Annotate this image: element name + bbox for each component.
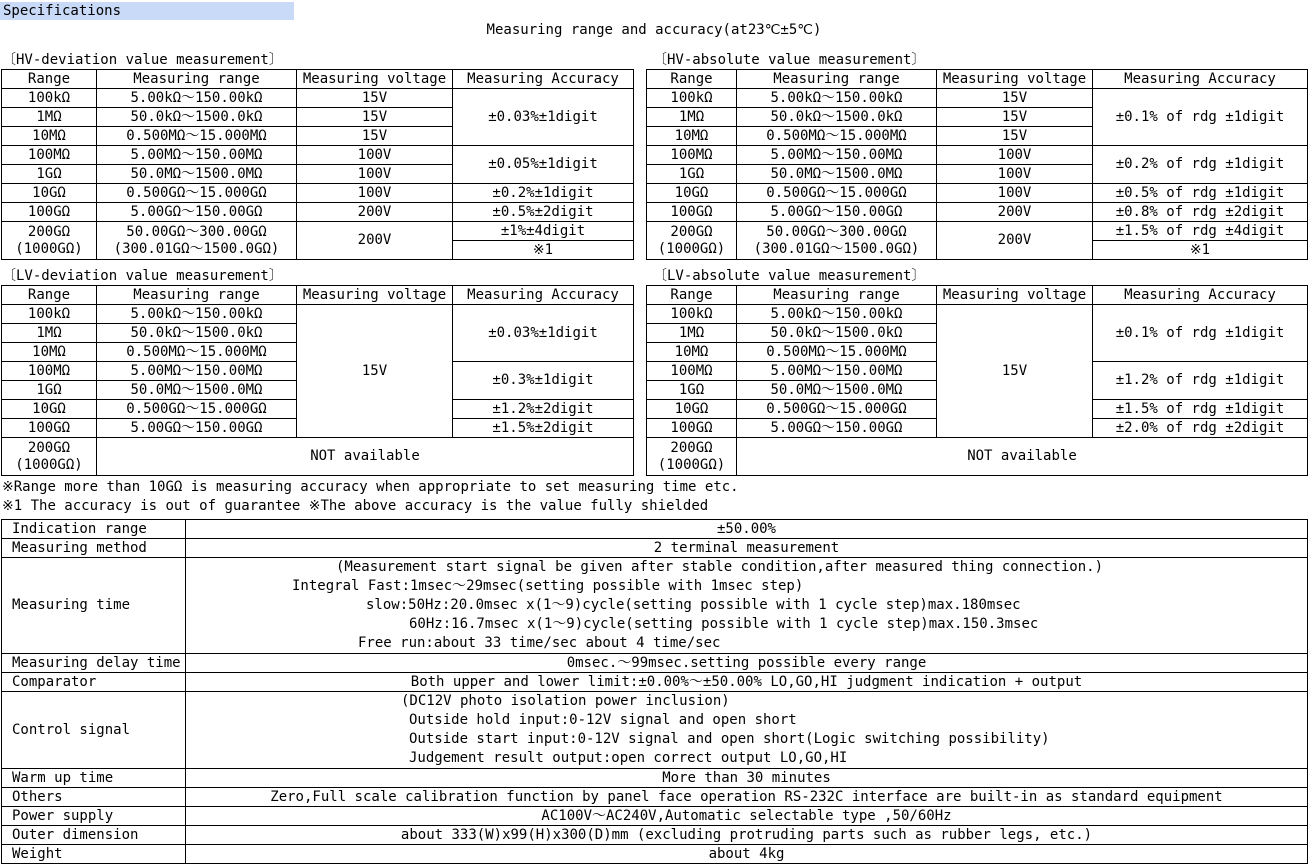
range-cell: 1GΩ [647,165,737,184]
range-line: (1000GΩ) [15,240,83,257]
voltage-cell: 15V [937,305,1093,438]
accuracy-cell: ±0.05%±1digit [453,146,634,184]
control-signal-line: (DC12V photo isolation power inclusion) [401,693,730,709]
spec-value-comparator: Both upper and lower limit:±0.00%～±50.00% LO,GO,HI judgment indication + output [186,673,1308,692]
range-cell: 1GΩ [2,381,97,400]
header-range: Range [647,286,737,305]
not-available-cell: NOT available [97,438,634,476]
range-line: 200GΩ [27,439,71,456]
range-cell: 100kΩ [2,305,97,324]
spec-value-delay-time: 0msec.～99msec.setting possible every range [186,654,1308,673]
header-range: Range [647,70,737,89]
range-cell [2,222,97,260]
voltage-cell: 100V [937,165,1093,184]
mrange-cell: 0.500MΩ～15.000MΩ [737,343,937,362]
mrange-cell: 50.0kΩ～1500.0kΩ [97,324,297,343]
range-cell: 1GΩ [647,381,737,400]
header-accuracy: Measuring Accuracy [1093,286,1308,305]
spec-label-others: Others [2,788,186,807]
measuring-time-line: slow:50Hz:20.0msec x(1～9)cycle(setting possible with 1 cycle step)max.180msec [366,597,1021,613]
mrange-cell: 5.00MΩ～150.00MΩ [97,362,297,381]
spec-value-weight: about 4kg [186,845,1308,864]
range-cell: 10GΩ [2,184,97,203]
accuracy-cell: ±0.1% of rdg ±1digit [1093,305,1308,362]
mrange-cell: 50.0MΩ～1500.0MΩ [737,381,937,400]
measuring-time-line: 60Hz:16.7msec x(1～9)cycle(setting possible with 1 cycle step)max.150.3msec [409,616,1039,632]
lv-dev-table [1,285,634,476]
spec-label-power: Power supply [2,807,186,826]
range-cell: 1MΩ [2,324,97,343]
mrange-cell: 0.500MΩ～15.000MΩ [97,343,297,362]
header-voltage: Measuring voltage [937,70,1093,89]
voltage-cell: 15V [297,305,453,438]
accuracy-cell: ±0.1% of rdg ±1digit [1093,89,1308,146]
mrange-line: 50.00GΩ～300.00GΩ [126,223,267,240]
range-cell: 1GΩ [2,165,97,184]
header-measuring-range: Measuring range [737,70,937,89]
spec-table [1,519,1308,864]
voltage-cell: 200V [297,203,453,222]
accuracy-cell: ±1.5% of rdg ±4digit [1093,222,1308,241]
voltage-cell: 15V [937,89,1093,108]
accuracy-cell: ±0.5% of rdg ±1digit [1093,184,1308,203]
control-signal-line: Outside hold input:0-12V signal and open short [409,712,797,728]
header-voltage: Measuring voltage [297,70,453,89]
mrange-cell: 50.0kΩ～1500.0kΩ [737,108,937,127]
range-cell: 10GΩ [647,184,737,203]
range-cell: 10MΩ [647,127,737,146]
accuracy-cell: ±1.2%±2digit [453,400,634,419]
voltage-cell: 200V [297,222,453,260]
spec-label-control-signal: Control signal [2,692,186,769]
accuracy-cell: ±2.0% of rdg ±2digit [1093,419,1308,438]
mrange-cell: 0.500GΩ～15.000GΩ [737,184,937,203]
header-accuracy: Measuring Accuracy [453,286,634,305]
range-cell: 1MΩ [647,324,737,343]
header-voltage: Measuring voltage [937,286,1093,305]
spec-label-indication-range: Indication range [2,520,186,539]
range-cell: 100GΩ [2,203,97,222]
range-cell: 100GΩ [2,419,97,438]
note-2: ※1 The accuracy is out of guarantee ※The above accuracy is the value fully shielded [2,498,709,514]
mrange-cell [97,222,297,260]
mrange-cell: 0.500MΩ～15.000MΩ [737,127,937,146]
range-cell: 100GΩ [647,419,737,438]
spec-value-measuring-method: 2 terminal measurement [186,539,1308,558]
spec-value-others: Zero,Full scale calibration function by panel face operation RS-232C interface are built-in as standard equipment [186,788,1308,807]
hv-abs-table [646,69,1308,260]
spec-label-measuring-method: Measuring method [2,539,186,558]
range-cell: 100MΩ [647,362,737,381]
control-signal-line: Outside start input:0-12V signal and open short(Logic switching possibility) [409,731,1050,747]
spec-value-dimension: about 333(W)x99(H)x300(D)mm (excluding protruding parts such as rubber legs, etc.) [186,826,1308,845]
subtitle: Measuring range and accuracy(at23℃±5℃) [486,22,822,38]
header-range: Range [2,70,97,89]
accuracy-cell: ±0.2%±1digit [453,184,634,203]
mrange-cell: 5.00kΩ～150.00kΩ [737,89,937,108]
range-line: 200GΩ [670,223,713,240]
range-line: 200GΩ [670,439,713,456]
accuracy-cell: ±0.2% of rdg ±1digit [1093,146,1308,184]
accuracy-cell: ±1.2% of rdg ±1digit [1093,362,1308,400]
lv-abs-label: 〔LV-absolute value measurement〕 [653,268,926,284]
voltage-cell: 100V [297,146,453,165]
accuracy-cell: ±0.5%±2digit [453,203,634,222]
spec-label-comparator: Comparator [2,673,186,692]
header-measuring-range: Measuring range [737,286,937,305]
spec-value-measuring-time [186,558,1308,654]
voltage-cell: 15V [297,89,453,108]
accuracy-cell: ±1.5% of rdg ±1digit [1093,400,1308,419]
accuracy-cell: ±0.8% of rdg ±2digit [1093,203,1308,222]
accuracy-cell: ±1.5%±2digit [453,419,634,438]
mrange-line: 50.00GΩ～300.00GΩ [766,223,907,240]
accuracy-cell: ±0.03%±1digit [453,89,634,146]
measuring-time-line: Integral Fast:1msec～29msec(setting possible with 1msec step) [292,578,804,594]
note-1: ※Range more than 10GΩ is measuring accuracy when appropriate to set measuring time etc. [2,479,739,495]
mrange-cell: 5.00kΩ～150.00kΩ [97,305,297,324]
range-line: (1000GΩ) [657,456,726,473]
mrange-cell: 5.00GΩ～150.00GΩ [97,419,297,438]
mrange-cell: 5.00MΩ～150.00MΩ [97,146,297,165]
range-cell: 10MΩ [2,343,97,362]
mrange-cell: 50.0MΩ～1500.0MΩ [97,165,297,184]
mrange-cell: 5.00GΩ～150.00GΩ [97,203,297,222]
range-line: (1000GΩ) [15,456,83,473]
range-cell: 100MΩ [2,146,97,165]
range-cell: 10GΩ [647,400,737,419]
range-cell: 100MΩ [647,146,737,165]
mrange-cell: 50.0kΩ～1500.0kΩ [737,324,937,343]
voltage-cell: 100V [297,184,453,203]
accuracy-cell: ±0.03%±1digit [453,305,634,362]
range-cell: 10MΩ [2,127,97,146]
voltage-cell: 15V [937,108,1093,127]
not-available-cell: NOT available [737,438,1308,476]
mrange-cell: 0.500GΩ～15.000GΩ [737,400,937,419]
mrange-cell: 5.00GΩ～150.00GΩ [737,203,937,222]
spec-label-weight: Weight [2,845,186,864]
spec-label-warm-up: Warm up time [2,769,186,788]
mrange-line: (300.01GΩ～1500.0GΩ) [113,240,280,257]
range-cell [2,438,97,476]
control-signal-line: Judgement result output:open correct output LO,GO,HI [409,750,848,766]
spec-label-delay-time: Measuring delay time [2,654,186,673]
mrange-line: (300.01GΩ～1500.0GΩ) [753,240,920,257]
mrange-cell: 50.0MΩ～1500.0MΩ [97,381,297,400]
mrange-cell [737,222,937,260]
header-voltage: Measuring voltage [297,286,453,305]
spec-label-measuring-time: Measuring time [2,558,186,654]
hv-abs-label: 〔HV-absolute value measurement〕 [653,52,926,68]
spec-label-dimension: Outer dimension [2,826,186,845]
voltage-cell: 100V [937,146,1093,165]
hv-dev-label: 〔HV-deviation value measurement〕 [2,52,283,68]
spec-value-power: AC100V～AC240V,Automatic selectable type ,50/60Hz [186,807,1308,826]
spec-value-indication-range: ±50.00% [186,520,1308,539]
voltage-cell: 100V [937,184,1093,203]
accuracy-cell: ※1 [453,241,634,260]
voltage-cell: 100V [297,165,453,184]
range-cell: 1MΩ [647,108,737,127]
mrange-cell: 50.0kΩ～1500.0kΩ [97,108,297,127]
spec-value-control-signal [186,692,1308,769]
mrange-cell: 5.00MΩ～150.00MΩ [737,146,937,165]
voltage-cell: 200V [937,222,1093,260]
mrange-cell: 5.00kΩ～150.00kΩ [97,89,297,108]
range-line: 200GΩ [27,223,71,240]
range-cell: 100kΩ [647,89,737,108]
range-cell: 100kΩ [647,305,737,324]
range-cell: 10GΩ [2,400,97,419]
range-cell: 10MΩ [647,343,737,362]
header-accuracy: Measuring Accuracy [453,70,634,89]
voltage-cell: 15V [937,127,1093,146]
header-measuring-range: Measuring range [97,70,297,89]
range-cell: 100GΩ [647,203,737,222]
lv-dev-label: 〔LV-deviation value measurement〕 [2,268,283,284]
hv-dev-table [1,69,634,260]
header-range: Range [2,286,97,305]
mrange-cell: 0.500MΩ～15.000MΩ [97,127,297,146]
range-cell: 100kΩ [2,89,97,108]
mrange-cell: 50.0MΩ～1500.0MΩ [737,165,937,184]
title-bar [0,2,294,20]
range-cell [647,222,737,260]
header-measuring-range: Measuring range [97,286,297,305]
accuracy-cell: ※1 [1093,241,1308,260]
voltage-cell: 200V [937,203,1093,222]
accuracy-cell: ±0.3%±1digit [453,362,634,400]
range-cell: 1MΩ [2,108,97,127]
spec-value-warm-up: More than 30 minutes [186,769,1308,788]
mrange-cell: 0.500GΩ～15.000GΩ [97,184,297,203]
accuracy-cell: ±1%±4digit [453,222,634,241]
page-title: Specifications [3,3,122,19]
measuring-time-line: (Measurement start signal be given after stable condition,after measured thing connection.) [336,559,1104,575]
mrange-cell: 5.00MΩ～150.00MΩ [737,362,937,381]
mrange-cell: 5.00kΩ～150.00kΩ [737,305,937,324]
voltage-cell: 15V [297,108,453,127]
header-accuracy: Measuring Accuracy [1093,70,1308,89]
range-cell: 100MΩ [2,362,97,381]
range-line: (1000GΩ) [657,240,726,257]
lv-abs-table [646,285,1308,476]
mrange-cell: 0.500GΩ～15.000GΩ [97,400,297,419]
voltage-cell: 15V [297,127,453,146]
measuring-time-line: Free run:about 33 time/sec about 4 time/sec [358,635,721,651]
mrange-cell: 5.00GΩ～150.00GΩ [737,419,937,438]
range-cell [647,438,737,476]
